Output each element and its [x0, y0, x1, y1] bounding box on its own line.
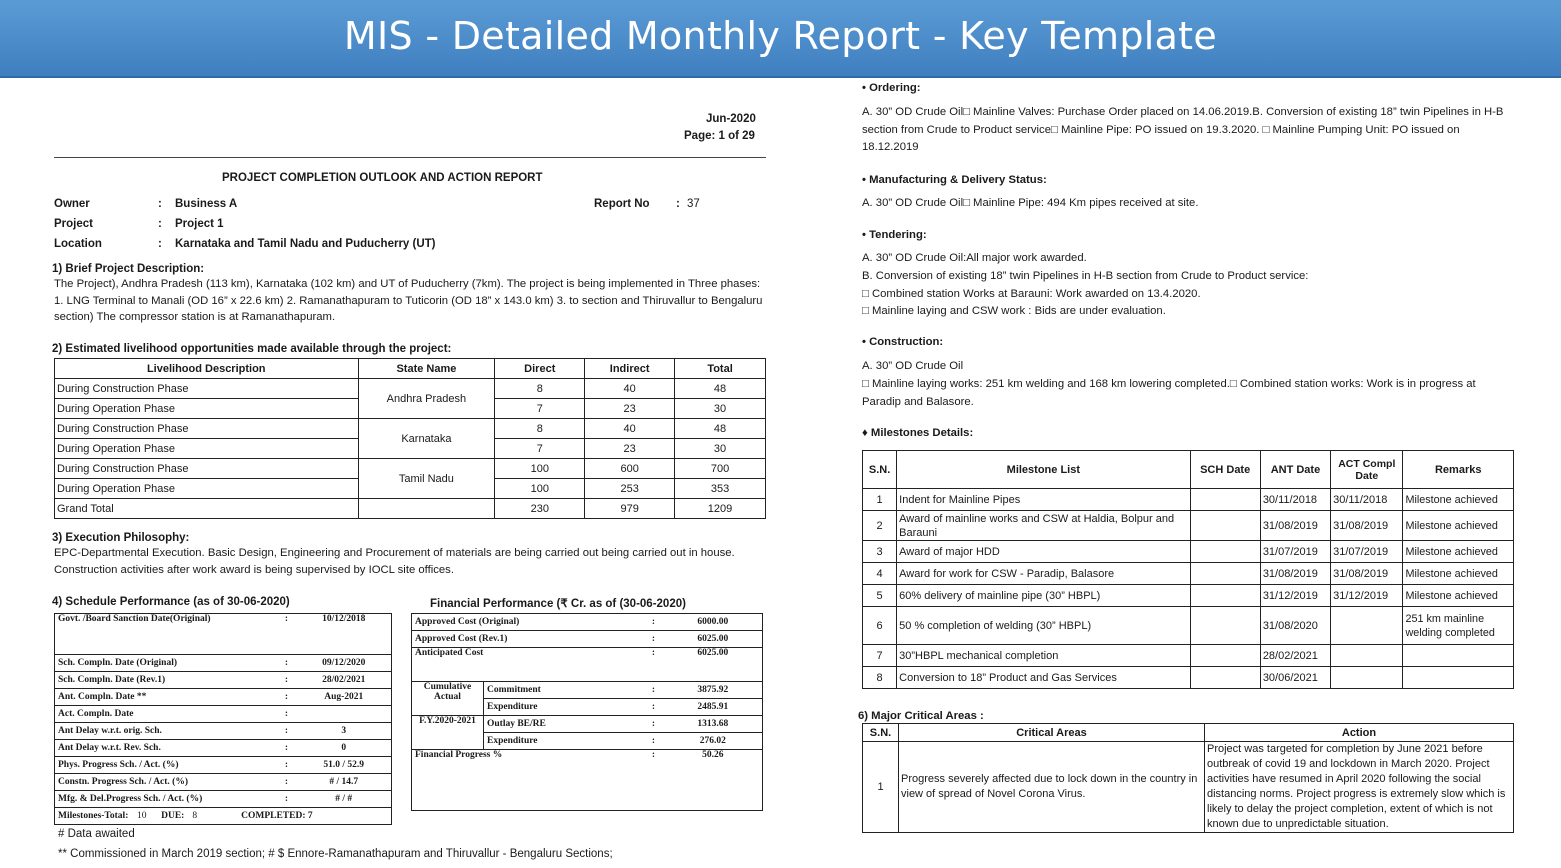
- financial-title: Financial Performance (₹ Cr. as of (30-06-2020): [430, 598, 686, 610]
- schedule-label: Ant Delay w.r.t. Rev. Sch.: [55, 739, 277, 756]
- sn-cell: 6: [863, 607, 897, 645]
- milestones-heading: ♦ Milestones Details:: [862, 427, 974, 439]
- indirect-cell: 40: [585, 379, 675, 399]
- remarks-cell: Milestone achieved: [1403, 511, 1514, 541]
- schedule-value: 09/12/2020: [297, 654, 392, 671]
- section2-title: 2) Estimated livelihood opportunities made available through the project:: [52, 343, 452, 355]
- table-row: [55, 614, 392, 638]
- table-row: [55, 419, 766, 439]
- col-critical-areas: Critical Areas: [899, 724, 1205, 742]
- sch-date-cell: [1190, 563, 1260, 585]
- schedule-label: Phys. Progress Sch. / Act. (%): [55, 756, 277, 773]
- table-row: [863, 667, 1514, 689]
- table-row: [863, 511, 1514, 541]
- location-colon: :: [158, 238, 162, 250]
- table-row: [55, 459, 766, 479]
- report-no-colon: :: [676, 198, 680, 210]
- location-value: Karnataka and Tamil Nadu and Puducherry (UT): [175, 238, 436, 250]
- table-row: [55, 379, 766, 399]
- table-row: [412, 614, 763, 631]
- schedule-value: Aug-2021: [297, 688, 392, 705]
- table-row: [55, 790, 392, 807]
- expenditure-value: 2485.91: [664, 699, 763, 716]
- colon: :: [651, 750, 656, 760]
- section3-text: EPC-Departmental Execution. Basic Design, Engineering and Procurement of materials are being carried out being carried out in house. Construction activities after work award is being supervised by IOCL site offices.: [54, 547, 735, 576]
- livelihood-cell: During Operation Phase: [55, 479, 359, 499]
- col-indirect: Indirect: [585, 359, 675, 379]
- report-date: Jun-2020: [706, 113, 756, 125]
- table-row: [412, 682, 763, 699]
- report-page-left: [0, 90, 790, 868]
- livelihood-cell: Grand Total: [55, 499, 359, 519]
- table-row: [863, 563, 1514, 585]
- act-date-cell: [1331, 645, 1403, 667]
- tendering-line-2: B. Conversion of existing 18” twin Pipelines in H-B section from Crude to Product service:: [862, 270, 1309, 282]
- table-row: [55, 705, 392, 722]
- owner-value: Business A: [175, 198, 238, 210]
- schedule-value: [297, 705, 392, 722]
- colon: :: [644, 631, 664, 648]
- ant-date-cell: 31/08/2019: [1260, 511, 1330, 541]
- state-cell: [358, 499, 495, 519]
- schedule-value: 3: [297, 722, 392, 739]
- section4-title: 4) Schedule Performance (as of 30-06-2020): [52, 596, 290, 608]
- table-row: [863, 585, 1514, 607]
- schedule-body: [55, 614, 392, 808]
- indirect-cell: 23: [585, 399, 675, 419]
- col-sch-date: SCH Date: [1190, 451, 1260, 489]
- ordering-heading: • Ordering:: [862, 82, 921, 94]
- report-page-right: [836, 80, 1561, 868]
- report-no-label: Report No: [594, 198, 650, 210]
- milestone-cell: 30”HBPL mechanical completion: [897, 645, 1190, 667]
- livelihood-header-row: [55, 359, 766, 379]
- approved-original-value: 6000.00: [664, 614, 763, 631]
- total-cell: 48: [675, 379, 766, 399]
- sn-cell: 1: [863, 489, 897, 511]
- crit-area: Progress severely affected due to lock down in the country in view of spread of Novel Corona Virus.: [899, 742, 1205, 833]
- indirect-cell: 40: [585, 419, 675, 439]
- table-row: [412, 716, 763, 733]
- table-row: [863, 742, 1514, 833]
- col-livelihood: Livelihood Description: [55, 359, 359, 379]
- total-cell: 48: [675, 419, 766, 439]
- sch-date-cell: [1190, 511, 1260, 541]
- grand-total-row: [55, 499, 766, 519]
- schedule-label: Sch. Compln. Date (Original): [55, 654, 277, 671]
- mfg-heading: • Manufacturing & Delivery Status:: [862, 174, 1047, 186]
- sn-cell: 5: [863, 585, 897, 607]
- owner-colon: :: [158, 198, 162, 210]
- construction-heading: • Construction:: [862, 336, 944, 348]
- ant-date-cell: 28/02/2021: [1260, 645, 1330, 667]
- sch-date-cell: [1190, 667, 1260, 689]
- col-direct: Direct: [495, 359, 585, 379]
- act-date-cell: 30/11/2018: [1331, 489, 1403, 511]
- remarks-cell: Milestone achieved: [1403, 563, 1514, 585]
- milestone-cell: Indent for Mainline Pipes: [897, 489, 1190, 511]
- milestones-body: [863, 489, 1514, 689]
- schedule-value: 0: [297, 739, 392, 756]
- ordering-text: A. 30” OD Crude Oil□ Mainline Valves: Purchase Order placed on 14.06.2019.B. Conversion of existing 18” twin Pipelines in H-B section from Crude to Product service□ Mainline Pipe: PO issued on 19.3.2020. □ Mainline Pumping Unit: PO issued on 18.12.2019: [862, 106, 1504, 153]
- approved-rev-value: 6025.00: [664, 631, 763, 648]
- fy-expenditure-value: 276.02: [664, 733, 763, 750]
- schedule-label: Ant. Compln. Date **: [55, 688, 277, 705]
- financial-table: [411, 613, 763, 811]
- report-no-value: 37: [687, 198, 700, 210]
- direct-cell: 7: [495, 399, 585, 419]
- approved-original-label: Approved Cost (Original): [412, 614, 644, 631]
- total-cell: 353: [675, 479, 766, 499]
- due-label: DUE:: [161, 810, 185, 821]
- colon: :: [644, 716, 664, 733]
- remarks-cell: Milestone achieved: [1403, 585, 1514, 607]
- direct-cell: 7: [495, 439, 585, 459]
- livelihood-cell: During Construction Phase: [55, 379, 359, 399]
- act-date-cell: 31/07/2019: [1331, 541, 1403, 563]
- colon: :: [644, 648, 664, 682]
- colon: :: [277, 654, 297, 671]
- milestone-cell: Award of mainline works and CSW at Haldia, Bolpur and Barauni: [897, 511, 1190, 541]
- ant-date-cell: 31/07/2019: [1260, 541, 1330, 563]
- sn-cell: 7: [863, 645, 897, 667]
- project-value: Project 1: [175, 218, 224, 230]
- direct-cell: 8: [495, 419, 585, 439]
- sn-cell: 2: [863, 511, 897, 541]
- fy-expenditure-label: Expenditure: [484, 733, 644, 750]
- livelihood-cell: During Operation Phase: [55, 439, 359, 459]
- indirect-cell: 600: [585, 459, 675, 479]
- outlay-label: Outlay BE/RE: [484, 716, 644, 733]
- milestone-cell: Award of major HDD: [897, 541, 1190, 563]
- ant-date-cell: 31/12/2019: [1260, 585, 1330, 607]
- act-date-cell: [1331, 607, 1403, 645]
- table-row: [412, 631, 763, 648]
- schedule-label: Mfg. & Del.Progress Sch. / Act. (%): [55, 790, 277, 807]
- indirect-cell: 253: [585, 479, 675, 499]
- state-cell: Karnataka: [358, 419, 495, 459]
- colon: :: [284, 614, 289, 624]
- tendering-heading: • Tendering:: [862, 229, 927, 241]
- crit-action: Project was targeted for completion by June 2021 before outbreak of covid 19 and lockdown in March 2020. Project activities have resumed in April 2020 following the social distancing norms. Project progress is extremely slow which is likely to delay the project completion, extent of which is not known due to unpredictable situation.: [1205, 742, 1514, 833]
- schedule-label: [55, 638, 277, 655]
- act-date-cell: 31/08/2019: [1331, 511, 1403, 541]
- milestones-header-row: [863, 451, 1514, 489]
- table-row: [55, 773, 392, 790]
- financial-progress-label: Financial Progress %: [415, 750, 503, 760]
- state-cell: Andhra Pradesh: [358, 379, 495, 419]
- crit-sn: 1: [863, 742, 899, 833]
- colon: :: [277, 671, 297, 688]
- milestone-cell: Award for work for CSW - Paradip, Balasore: [897, 563, 1190, 585]
- col-act-date: ACT Compl Date: [1331, 451, 1403, 489]
- milestones-total-label: Milestones-Total:: [58, 810, 129, 821]
- construction-line-1: A. 30” OD Crude Oil: [862, 360, 964, 372]
- colon: :: [277, 790, 297, 807]
- livelihood-cell: During Operation Phase: [55, 399, 359, 419]
- colon: :: [644, 733, 664, 750]
- colon: :: [277, 705, 297, 722]
- sch-date-cell: [1190, 489, 1260, 511]
- schedule-value: 10/12/2018: [322, 614, 366, 624]
- owner-label: Owner: [54, 198, 90, 210]
- fy-label: F.Y.2020-2021: [412, 716, 484, 750]
- location-label: Location: [54, 238, 102, 250]
- footnote-commissioned: ** Commissioned in March 2019 section; # $ Ennore-Ramanathapuram and Thiruvallur - Bengaluru Sections;: [58, 848, 613, 860]
- milestones-table: [862, 450, 1514, 689]
- col-action: Action: [1205, 724, 1514, 742]
- section3-title: 3) Execution Philosophy:: [52, 532, 190, 544]
- schedule-value: # / #: [297, 790, 392, 807]
- milestone-cell: Conversion to 18” Product and Gas Services: [897, 667, 1190, 689]
- title-banner: [0, 0, 1561, 78]
- critical-areas-table: [862, 723, 1514, 833]
- table-row: [863, 607, 1514, 645]
- sch-date-cell: [1190, 645, 1260, 667]
- livelihood-table: [54, 358, 766, 519]
- indirect-cell: 23: [585, 439, 675, 459]
- col-sn: S.N.: [863, 451, 897, 489]
- ant-date-cell: 31/08/2020: [1260, 607, 1330, 645]
- footnote-data-awaited: # Data awaited: [58, 828, 135, 840]
- direct-cell: 230: [495, 499, 585, 519]
- total-cell: 700: [675, 459, 766, 479]
- total-cell: 1209: [675, 499, 766, 519]
- commitment-label: Commitment: [484, 682, 644, 699]
- table-row: [55, 654, 392, 671]
- milestone-cell: 60% delivery of mainline pipe (30” HBPL): [897, 585, 1190, 607]
- direct-cell: 8: [495, 379, 585, 399]
- schedule-value: 51.0 / 52.9: [297, 756, 392, 773]
- act-date-cell: [1331, 667, 1403, 689]
- completed-value: COMPLETED: 7: [241, 810, 313, 821]
- remarks-cell: Milestone achieved: [1403, 489, 1514, 511]
- commitment-value: 3875.92: [664, 682, 763, 699]
- schedule-label: Act. Compln. Date: [55, 705, 277, 722]
- col-state: State Name: [358, 359, 495, 379]
- table-row: [863, 645, 1514, 667]
- page-number: Page: 1 of 29: [684, 130, 755, 142]
- construction-line-2: □ Mainline laying works: 251 km welding and 168 km lowering completed.□ Combined station works: Work is in progress at Paradip and Balasore.: [862, 378, 1476, 408]
- header-rule: [54, 157, 766, 158]
- table-row: [55, 756, 392, 773]
- financial-progress-value: 50.26: [702, 750, 724, 760]
- sch-date-cell: [1190, 585, 1260, 607]
- outlay-value: 1313.68: [664, 716, 763, 733]
- sn-cell: 3: [863, 541, 897, 563]
- livelihood-cell: During Construction Phase: [55, 419, 359, 439]
- critical-heading: 6) Major Critical Areas :: [858, 710, 984, 722]
- schedule-table: [54, 613, 392, 825]
- table-row: [863, 489, 1514, 511]
- ant-date-cell: 30/06/2021: [1260, 667, 1330, 689]
- tendering-line-3: □ Combined station Works at Barauni: Work awarded on 13.4.2020.: [862, 288, 1201, 300]
- sn-cell: 4: [863, 563, 897, 585]
- sch-date-cell: [1190, 541, 1260, 563]
- tendering-line-1: A. 30” OD Crude Oil:All major work awarded.: [862, 252, 1087, 264]
- colon: :: [644, 614, 664, 631]
- milestones-total: 10: [137, 810, 147, 821]
- anticipated-value: 6025.00: [664, 648, 763, 682]
- critical-header-row: [863, 724, 1514, 742]
- total-cell: 30: [675, 399, 766, 419]
- table-row: [55, 739, 392, 756]
- sn-cell: 8: [863, 667, 897, 689]
- colon: :: [277, 756, 297, 773]
- colon: :: [644, 682, 664, 699]
- total-cell: 30: [675, 439, 766, 459]
- table-row: [55, 671, 392, 688]
- anticipated-label: Anticipated Cost: [412, 648, 644, 682]
- schedule-value: # / 14.7: [297, 773, 392, 790]
- table-row: [55, 722, 392, 739]
- state-cell: Tamil Nadu: [358, 459, 495, 499]
- table-row: [412, 750, 763, 811]
- ant-date-cell: 30/11/2018: [1260, 489, 1330, 511]
- schedule-value: [297, 638, 392, 655]
- colon: :: [277, 688, 297, 705]
- act-date-cell: 31/08/2019: [1331, 563, 1403, 585]
- milestones-summary-row: [55, 807, 392, 824]
- colon: :: [644, 699, 664, 716]
- act-date-cell: 31/12/2019: [1331, 585, 1403, 607]
- colon: :: [277, 739, 297, 756]
- mfg-text: A. 30” OD Crude Oil□ Mainline Pipe: 494 Km pipes received at site.: [862, 197, 1199, 209]
- cumulative-label: Cumulative Actual: [412, 682, 484, 716]
- livelihood-cell: During Construction Phase: [55, 459, 359, 479]
- schedule-label: Ant Delay w.r.t. orig. Sch.: [55, 722, 277, 739]
- section1-text: The Project), Andhra Pradesh (113 km), Karnataka (102 km) and UT of Puducherry (7km). The project is being implemented in Three phases: 1. LNG Terminal to Manali (OD 16” x 22.6 km) 2. Ramanathapuram to Tuticorin (OD 18” x 143.0 km) 3. to section and Thiruvallur to Bengaluru section) The compressor station is at Ramanathapuram.: [54, 278, 763, 323]
- col-total: Total: [675, 359, 766, 379]
- col-sn: S.N.: [863, 724, 899, 742]
- col-ant-date: ANT Date: [1260, 451, 1330, 489]
- table-row: [55, 638, 392, 655]
- colon: :: [277, 773, 297, 790]
- indirect-cell: 979: [585, 499, 675, 519]
- table-row: [412, 648, 763, 682]
- col-remarks: Remarks: [1403, 451, 1514, 489]
- sch-date-cell: [1190, 607, 1260, 645]
- expenditure-label: Expenditure: [484, 699, 644, 716]
- project-label: Project: [54, 218, 93, 230]
- schedule-label: Govt. /Board Sanction Date(Original): [58, 614, 211, 624]
- schedule-label: Sch. Compln. Date (Rev.1): [55, 671, 277, 688]
- table-row: [55, 688, 392, 705]
- direct-cell: 100: [495, 459, 585, 479]
- tendering-line-4: □ Mainline laying and CSW work : Bids are under evaluation.: [862, 305, 1166, 317]
- direct-cell: 100: [495, 479, 585, 499]
- schedule-label: Constn. Progress Sch. / Act. (%): [55, 773, 277, 790]
- milestone-cell: 50 % completion of welding (30” HBPL): [897, 607, 1190, 645]
- remarks-cell: [1403, 645, 1514, 667]
- remarks-cell: 251 km mainline welding completed: [1403, 607, 1514, 645]
- project-colon: :: [158, 218, 162, 230]
- report-heading: PROJECT COMPLETION OUTLOOK AND ACTION REPORT: [222, 172, 543, 184]
- ant-date-cell: 31/08/2019: [1260, 563, 1330, 585]
- col-milestone: Milestone List: [897, 451, 1190, 489]
- remarks-cell: [1403, 667, 1514, 689]
- schedule-value: 28/02/2021: [297, 671, 392, 688]
- approved-rev-label: Approved Cost (Rev.1): [412, 631, 644, 648]
- remarks-cell: Milestone achieved: [1403, 541, 1514, 563]
- due-value: 8: [192, 810, 198, 821]
- table-row: [863, 541, 1514, 563]
- colon: [277, 638, 297, 655]
- section1-title: 1) Brief Project Description:: [52, 263, 205, 275]
- colon: :: [277, 722, 297, 739]
- banner-title: MIS - Detailed Monthly Report - Key Template: [343, 14, 1218, 58]
